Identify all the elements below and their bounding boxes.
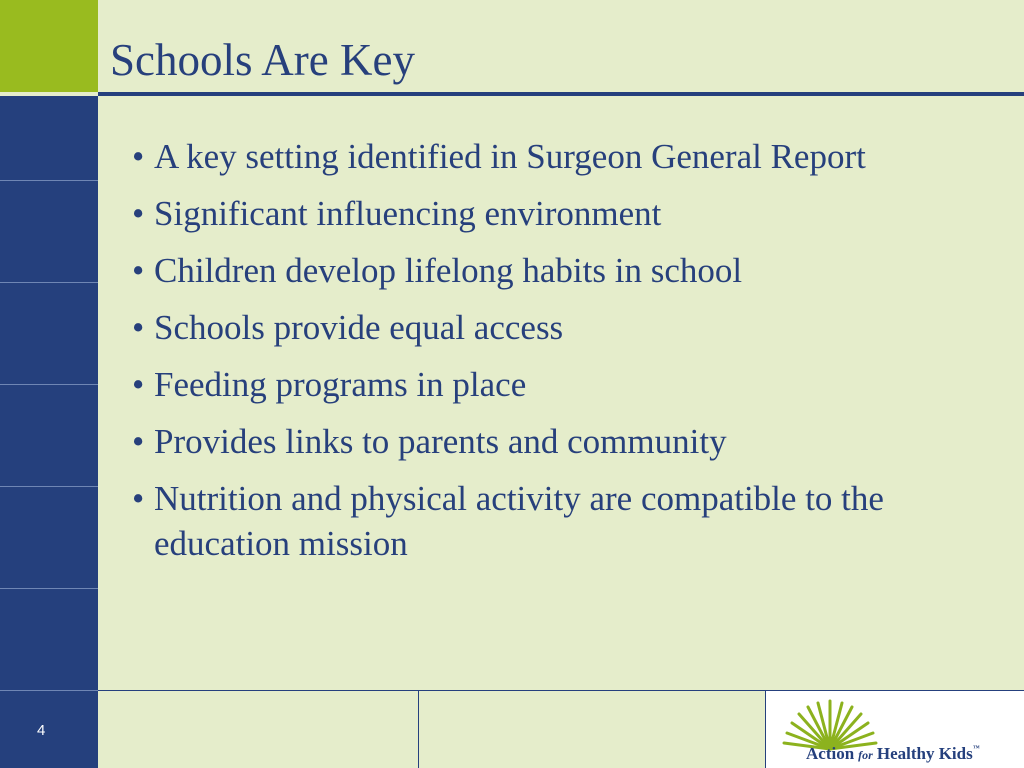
bullet-dot: • [132,422,145,461]
logo-healthy-kids: Healthy Kids [876,744,973,763]
page-number: 4 [37,722,46,739]
bullet-dot: • [132,308,145,347]
bullet-text: Schools provide equal access [154,308,564,347]
bullet-item [130,305,990,350]
bullet-item [130,419,990,464]
sidebar-band [0,96,98,768]
bullet-text: Provides links to parents and community [154,422,727,461]
bullet-text: Feeding programs in place [154,365,527,404]
logo-action: Action [806,744,855,763]
sidebar-divider [0,486,98,487]
bullet-dot: • [132,251,145,290]
footer-divider [418,690,419,768]
sidebar-divider [0,282,98,283]
sidebar-divider [0,384,98,385]
bullet-text: Children develop lifelong habits in school [154,251,743,290]
bullet-item [130,248,990,293]
logo-wordmark [806,744,980,764]
bullet-item [130,476,990,566]
bullet-item [130,134,990,179]
bullet-text: Nutrition and physical activity are compatible to the education mission [154,479,884,563]
bullet-text: Significant influencing environment [154,194,662,233]
sidebar-divider [0,690,98,691]
slide-title: Schools Are Key [110,35,415,85]
bullet-list [130,134,990,578]
logo-trademark: ™ [972,744,980,752]
green-accent-block [0,0,98,92]
bullet-dot: • [132,365,145,404]
bullet-dot: • [132,194,145,233]
bullet-dot: • [132,479,145,518]
bullet-text: A key setting identified in Surgeon General Report [154,137,866,176]
bullet-item [130,362,990,407]
bullet-item [130,191,990,236]
title-underline [98,92,1024,96]
sidebar-divider [0,180,98,181]
logo-for: for [858,748,873,762]
bullet-dot: • [132,137,145,176]
sidebar-divider [0,588,98,589]
